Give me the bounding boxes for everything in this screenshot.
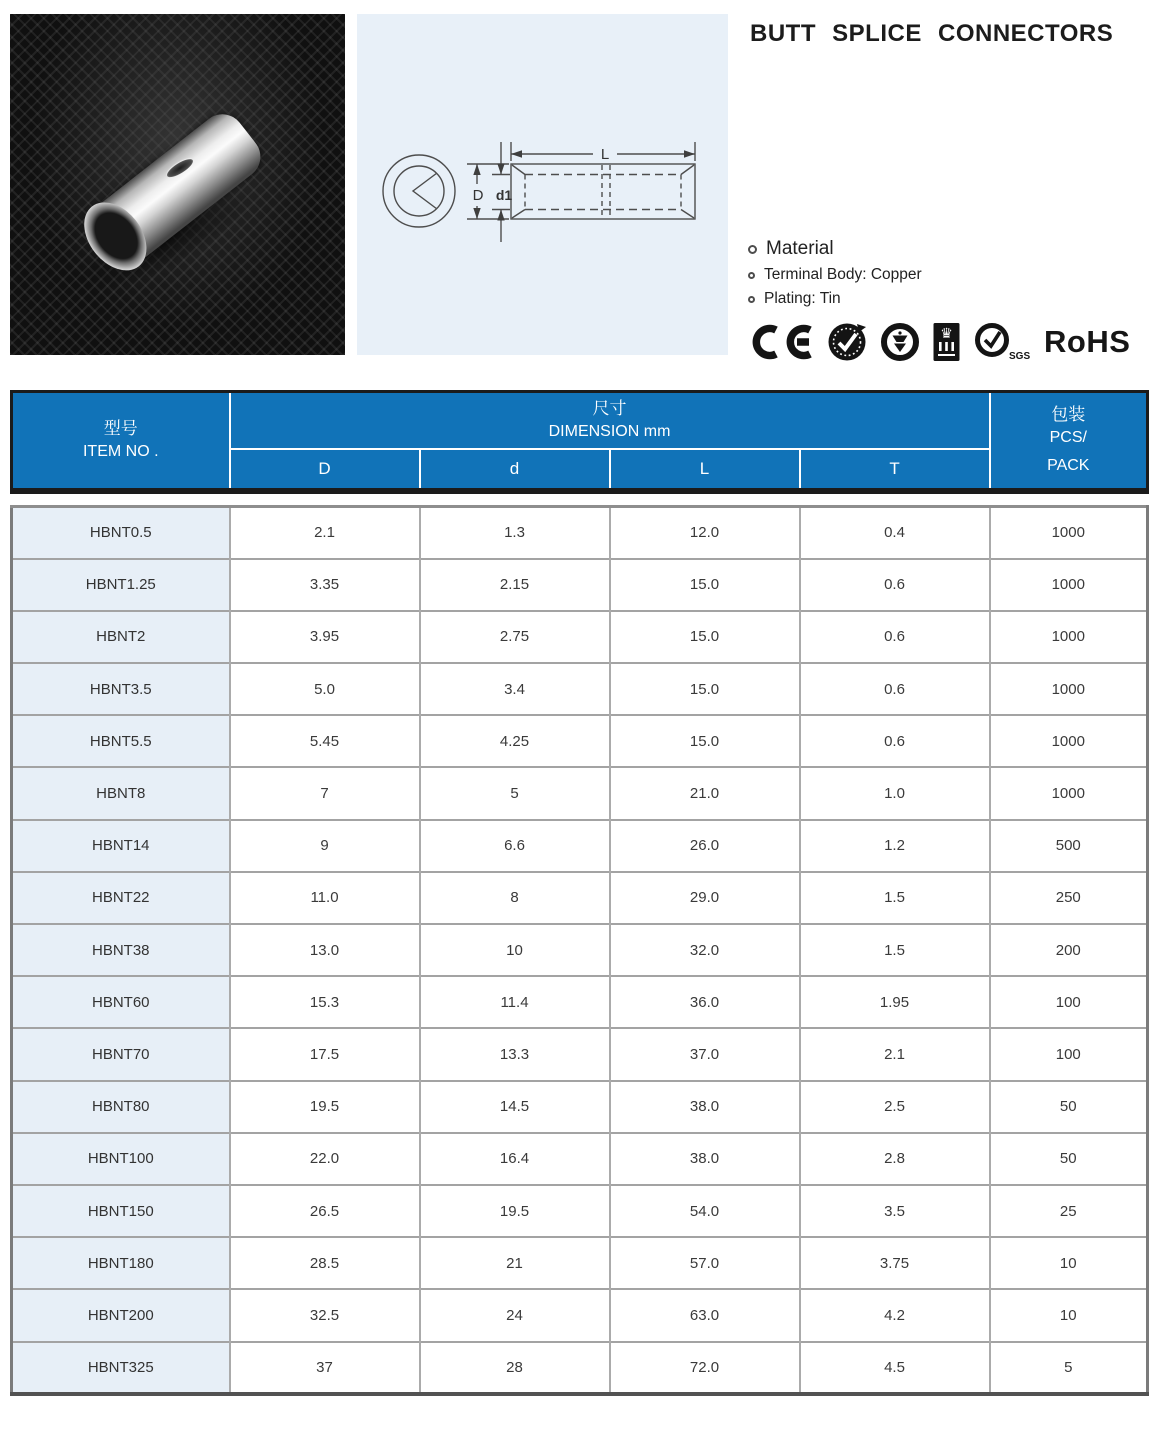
dim-d-cell: 19.5 — [420, 1185, 610, 1237]
pack-cell: 1000 — [990, 715, 1148, 767]
item-no-cell: HBNT200 — [12, 1289, 230, 1341]
item-no-cell: HBNT1.25 — [12, 559, 230, 611]
pack-cell: 1000 — [990, 663, 1148, 715]
dim-T-cell: 0.6 — [800, 715, 990, 767]
dim-L-cell: 29.0 — [610, 872, 800, 924]
pack-cell: 100 — [990, 1028, 1148, 1080]
dim-L-cell: 57.0 — [610, 1237, 800, 1289]
dim-L-cell: 38.0 — [610, 1081, 800, 1133]
item-no-cell: HBNT22 — [12, 872, 230, 924]
dim-D-cell: 3.95 — [230, 611, 420, 663]
end-view-crimp-notch — [413, 173, 437, 209]
certification-logos — [748, 322, 1148, 362]
dim-D-cell: 5.0 — [230, 663, 420, 715]
dim-D-cell: 37 — [230, 1342, 420, 1394]
dim-L-cell: 32.0 — [610, 924, 800, 976]
pack-cell: 10 — [990, 1289, 1148, 1341]
dim-D-cell: 26.5 — [230, 1185, 420, 1237]
dim-d-cell: 16.4 — [420, 1133, 610, 1185]
pack-cell: 1000 — [990, 559, 1148, 611]
dim-D-cell: 3.35 — [230, 559, 420, 611]
item-no-cell: HBNT60 — [12, 976, 230, 1028]
pack-cell: 5 — [990, 1342, 1148, 1394]
dim-L-cell: 15.0 — [610, 715, 800, 767]
ce-mark-icon — [748, 323, 814, 361]
item-no-cell: HBNT0.5 — [12, 507, 230, 559]
pack-header-zh: 包装 — [1051, 405, 1086, 425]
pack-cell: 50 — [990, 1081, 1148, 1133]
material-item-body: Terminal Body: Copper — [764, 266, 922, 283]
dim-L-cell: 12.0 — [610, 507, 800, 559]
table-row — [12, 507, 1148, 559]
pack-cell: 500 — [990, 820, 1148, 872]
table-row — [12, 767, 1148, 819]
dim-T-cell: 1.2 — [800, 820, 990, 872]
item-no-cell: HBNT2 — [12, 611, 230, 663]
dim-d-cell: 13.3 — [420, 1028, 610, 1080]
dim-D-cell: 32.5 — [230, 1289, 420, 1341]
rohs-label: RoHS — [1044, 324, 1131, 359]
dim-d-cell: 28 — [420, 1342, 610, 1394]
ring-bullet-icon — [748, 296, 755, 303]
dim-D-cell: 13.0 — [230, 924, 420, 976]
dim-d-cell: 14.5 — [420, 1081, 610, 1133]
dim-L-cell: 36.0 — [610, 976, 800, 1028]
sgs-label: SGS — [1009, 351, 1031, 362]
sgs-check-badge-icon — [973, 322, 1031, 362]
dim-T-cell: 3.75 — [800, 1237, 990, 1289]
item-no-cell: HBNT70 — [12, 1028, 230, 1080]
crown-cert-badge-icon — [933, 322, 960, 362]
dim-D-cell: 17.5 — [230, 1028, 420, 1080]
material-item-plating: Plating: Tin — [764, 290, 841, 307]
ring-bullet-icon — [748, 245, 757, 254]
product-photo — [10, 14, 345, 355]
dim-T-cell: 0.6 — [800, 611, 990, 663]
table-row — [12, 1081, 1148, 1133]
dim-L-cell: 72.0 — [610, 1342, 800, 1394]
dim-T-cell: 1.5 — [800, 872, 990, 924]
table-row — [12, 872, 1148, 924]
pack-cell: 50 — [990, 1133, 1148, 1185]
item-no-cell: HBNT100 — [12, 1133, 230, 1185]
dim-L-cell: 63.0 — [610, 1289, 800, 1341]
dim-L-cell: 26.0 — [610, 820, 800, 872]
dim-L-cell: 15.0 — [610, 611, 800, 663]
dim-D-cell: 28.5 — [230, 1237, 420, 1289]
table-row — [12, 559, 1148, 611]
item-no-cell: HBNT180 — [12, 1237, 230, 1289]
pack-cell: 1000 — [990, 767, 1148, 819]
svg-text:♛: ♛ — [940, 325, 953, 341]
dim-T-cell: 2.5 — [800, 1081, 990, 1133]
dim-L-cell: 54.0 — [610, 1185, 800, 1237]
dim-D-cell: 11.0 — [230, 872, 420, 924]
weee-compliance-badge-icon — [827, 322, 867, 362]
pack-cell: 1000 — [990, 611, 1148, 663]
dim-D-cell: 15.3 — [230, 976, 420, 1028]
table-row — [12, 715, 1148, 767]
pack-cell: 200 — [990, 924, 1148, 976]
connector-crimp-notch — [165, 156, 196, 180]
dim-T-cell: 1.5 — [800, 924, 990, 976]
table-row — [12, 976, 1148, 1028]
item-no-header-en: ITEM NO . — [82, 442, 159, 460]
dim-d-cell: 4.25 — [420, 715, 610, 767]
pack-cell: 250 — [990, 872, 1148, 924]
dim-T-cell: 3.5 — [800, 1185, 990, 1237]
dim-T-cell: 0.4 — [800, 507, 990, 559]
dim-L-cell: 15.0 — [610, 663, 800, 715]
dimension-header-zh: 尺寸 — [592, 398, 627, 418]
inner-diameter-label: d1 — [495, 187, 513, 203]
item-no-cell: HBNT5.5 — [12, 715, 230, 767]
dimension-header-en: DIMENSION mm — [548, 422, 671, 440]
table-row — [12, 1133, 1148, 1185]
dim-D-cell: 2.1 — [230, 507, 420, 559]
table-row — [12, 611, 1148, 663]
dim-d-cell: 2.75 — [420, 611, 610, 663]
col-header-L: L — [610, 449, 800, 491]
dim-D-cell: 22.0 — [230, 1133, 420, 1185]
side-view-outline — [511, 164, 695, 219]
dim-L-cell: 38.0 — [610, 1133, 800, 1185]
item-no-cell: HBNT150 — [12, 1185, 230, 1237]
col-header-D: D — [230, 449, 420, 491]
item-no-cell: HBNT3.5 — [12, 663, 230, 715]
table-row — [12, 1237, 1148, 1289]
dim-d-cell: 10 — [420, 924, 610, 976]
spec-table-body — [10, 505, 1149, 1396]
pack-cell: 100 — [990, 976, 1148, 1028]
table-row — [12, 820, 1148, 872]
dim-d-cell: 24 — [420, 1289, 610, 1341]
dim-D-cell: 9 — [230, 820, 420, 872]
dim-D-cell: 7 — [230, 767, 420, 819]
pack-cell: 25 — [990, 1185, 1148, 1237]
table-row — [12, 1342, 1148, 1394]
dim-T-cell: 2.8 — [800, 1133, 990, 1185]
item-no-cell: HBNT80 — [12, 1081, 230, 1133]
dim-T-cell: 1.95 — [800, 976, 990, 1028]
dim-d-cell: 21 — [420, 1237, 610, 1289]
pack-header-en1: PCS/ — [1049, 429, 1087, 447]
pack-header-cell — [990, 392, 1148, 491]
quality-cert-badge-icon — [880, 322, 920, 362]
dim-d-cell: 1.3 — [420, 507, 610, 559]
item-no-cell: HBNT325 — [12, 1342, 230, 1394]
dim-T-cell: 0.6 — [800, 559, 990, 611]
dim-d-cell: 2.15 — [420, 559, 610, 611]
dim-d-cell: 3.4 — [420, 663, 610, 715]
dim-D-cell: 19.5 — [230, 1081, 420, 1133]
dim-d-cell: 8 — [420, 872, 610, 924]
item-no-cell: HBNT14 — [12, 820, 230, 872]
item-no-header-zh: 型号 — [103, 418, 138, 438]
page-title: BUTT SPLICE CONNECTORS — [750, 20, 1114, 47]
dimension-diagram-svg — [357, 14, 728, 355]
dim-d-cell: 11.4 — [420, 976, 610, 1028]
ring-bullet-icon — [748, 272, 755, 279]
material-section — [748, 238, 1148, 314]
material-heading: Material — [766, 238, 834, 259]
length-dimension-label: L — [600, 146, 610, 163]
table-row — [12, 663, 1148, 715]
spec-table-header — [10, 390, 1149, 494]
dim-L-cell: 37.0 — [610, 1028, 800, 1080]
dim-d-cell: 6.6 — [420, 820, 610, 872]
pack-cell: 10 — [990, 1237, 1148, 1289]
outer-diameter-label: D — [472, 187, 484, 204]
dim-D-cell: 5.45 — [230, 715, 420, 767]
col-header-d: d — [420, 449, 610, 491]
dim-d-cell: 5 — [420, 767, 610, 819]
table-row — [12, 924, 1148, 976]
dim-T-cell: 2.1 — [800, 1028, 990, 1080]
dimension-header-cell — [230, 392, 990, 449]
dim-T-cell: 1.0 — [800, 767, 990, 819]
dim-T-cell: 4.5 — [800, 1342, 990, 1394]
item-no-header-cell — [12, 392, 230, 491]
pack-header-en2: PACK — [1047, 456, 1090, 474]
table-row — [12, 1289, 1148, 1341]
pack-cell: 1000 — [990, 507, 1148, 559]
dim-T-cell: 0.6 — [800, 663, 990, 715]
item-no-cell: HBNT38 — [12, 924, 230, 976]
item-no-cell: HBNT8 — [12, 767, 230, 819]
col-header-T: T — [800, 449, 990, 491]
table-row — [12, 1028, 1148, 1080]
dim-L-cell: 15.0 — [610, 559, 800, 611]
dim-T-cell: 4.2 — [800, 1289, 990, 1341]
dim-L-cell: 21.0 — [610, 767, 800, 819]
technical-drawing — [357, 14, 728, 355]
table-row — [12, 1185, 1148, 1237]
